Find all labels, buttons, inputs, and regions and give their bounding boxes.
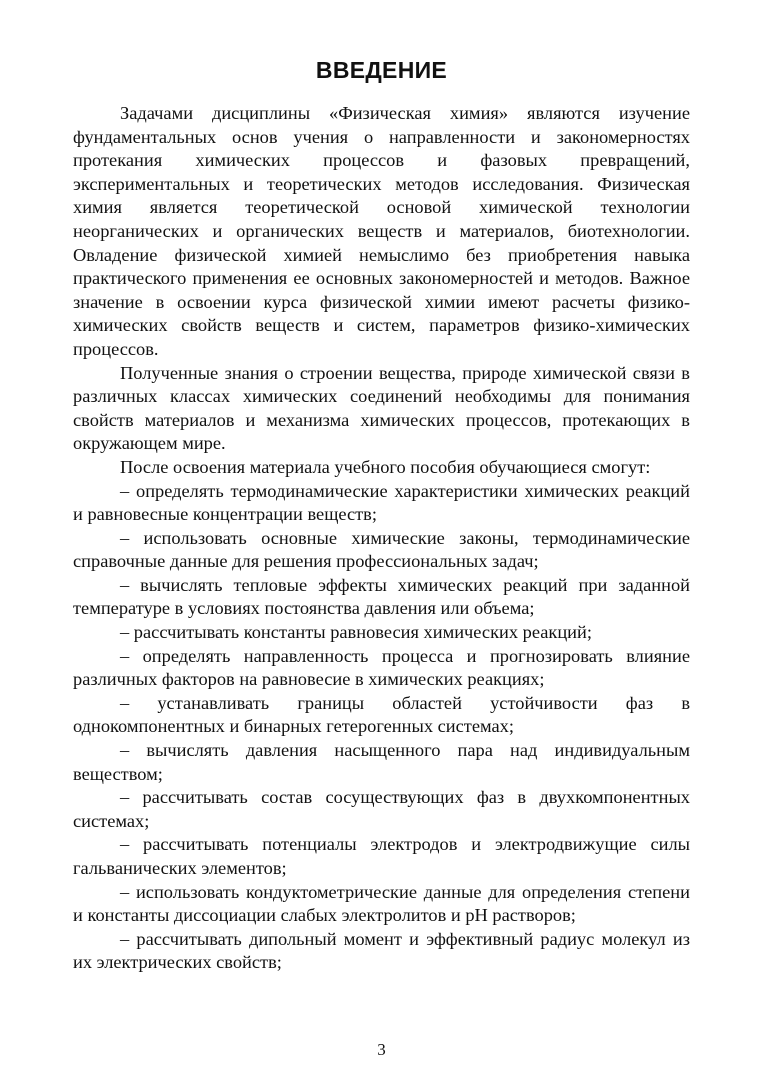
list-item: – рассчитывать состав сосуществующих фаз в двухкомпонентных системах;: [73, 787, 690, 831]
intro-paragraph-3: После освоения материала учебного пособия обучающиеся смогут:: [120, 456, 651, 477]
page-title: ВВЕДЕНИЕ: [315, 57, 448, 83]
list-item: – вычислять давления насыщенного пара над индивидуальным веществом;: [73, 740, 690, 784]
list-item: – определять термодинамические характеристики химических реакций и равновесные концентрации веществ;: [73, 480, 690, 525]
list-item: – использовать кондуктометрические данные для определения степени и константы диссоциации слабых электролитов и pH растворов;: [73, 881, 690, 926]
document-page: [73, 52, 690, 975]
intro-paragraph-1: Задачами дисциплины «Физическая химия» являются изучение фундаментальных основ учения о направленности и закономерностях протекания химических процессов и фазовых превращений, экспериментальных и теоретических методов исследования. Физическая химия является теоретической основой химической технологии неорганических и органических веществ и материалов, биотехнологии. Овладение физической химией немыслимо без приобретения навыка практического применения ее основных закономерностей и методов. Важное значение в освоении курса физической химии имеют расчеты физико-химических свойств веществ и систем, параметров физико-химических процессов.: [73, 103, 690, 359]
list-item: – рассчитывать константы равновесия химических реакций;: [120, 622, 592, 643]
intro-paragraph-2: Полученные знания о строении вещества, природе химической связи в различных классах химических соединений необходимы для понимания свойств материалов и механизма химических процессов, протекающих в окружающем мире.: [73, 362, 690, 454]
list-item: – устанавливать границы областей устойчивости фаз в однокомпонентных и бинарных гетерогенных системах;: [73, 692, 690, 737]
list-item: – рассчитывать потенциалы электродов и электродвижущие силы гальванических элементов;: [73, 834, 690, 878]
list-item: – вычислять тепловые эффекты химических реакций при заданной температуре в условиях постоянства давления или объема;: [73, 574, 690, 619]
skills-list: [73, 480, 690, 975]
list-item: – рассчитывать дипольный момент и эффективный радиус молекул из их электрических свойств;: [73, 928, 690, 973]
page-number: 3: [377, 1040, 386, 1059]
list-item: – определять направленность процесса и прогнозировать влияние различных факторов на равновесие в химических реакциях;: [73, 645, 690, 690]
list-item: – использовать основные химические законы, термодинамические справочные данные для решения профессиональных задач;: [73, 527, 690, 572]
